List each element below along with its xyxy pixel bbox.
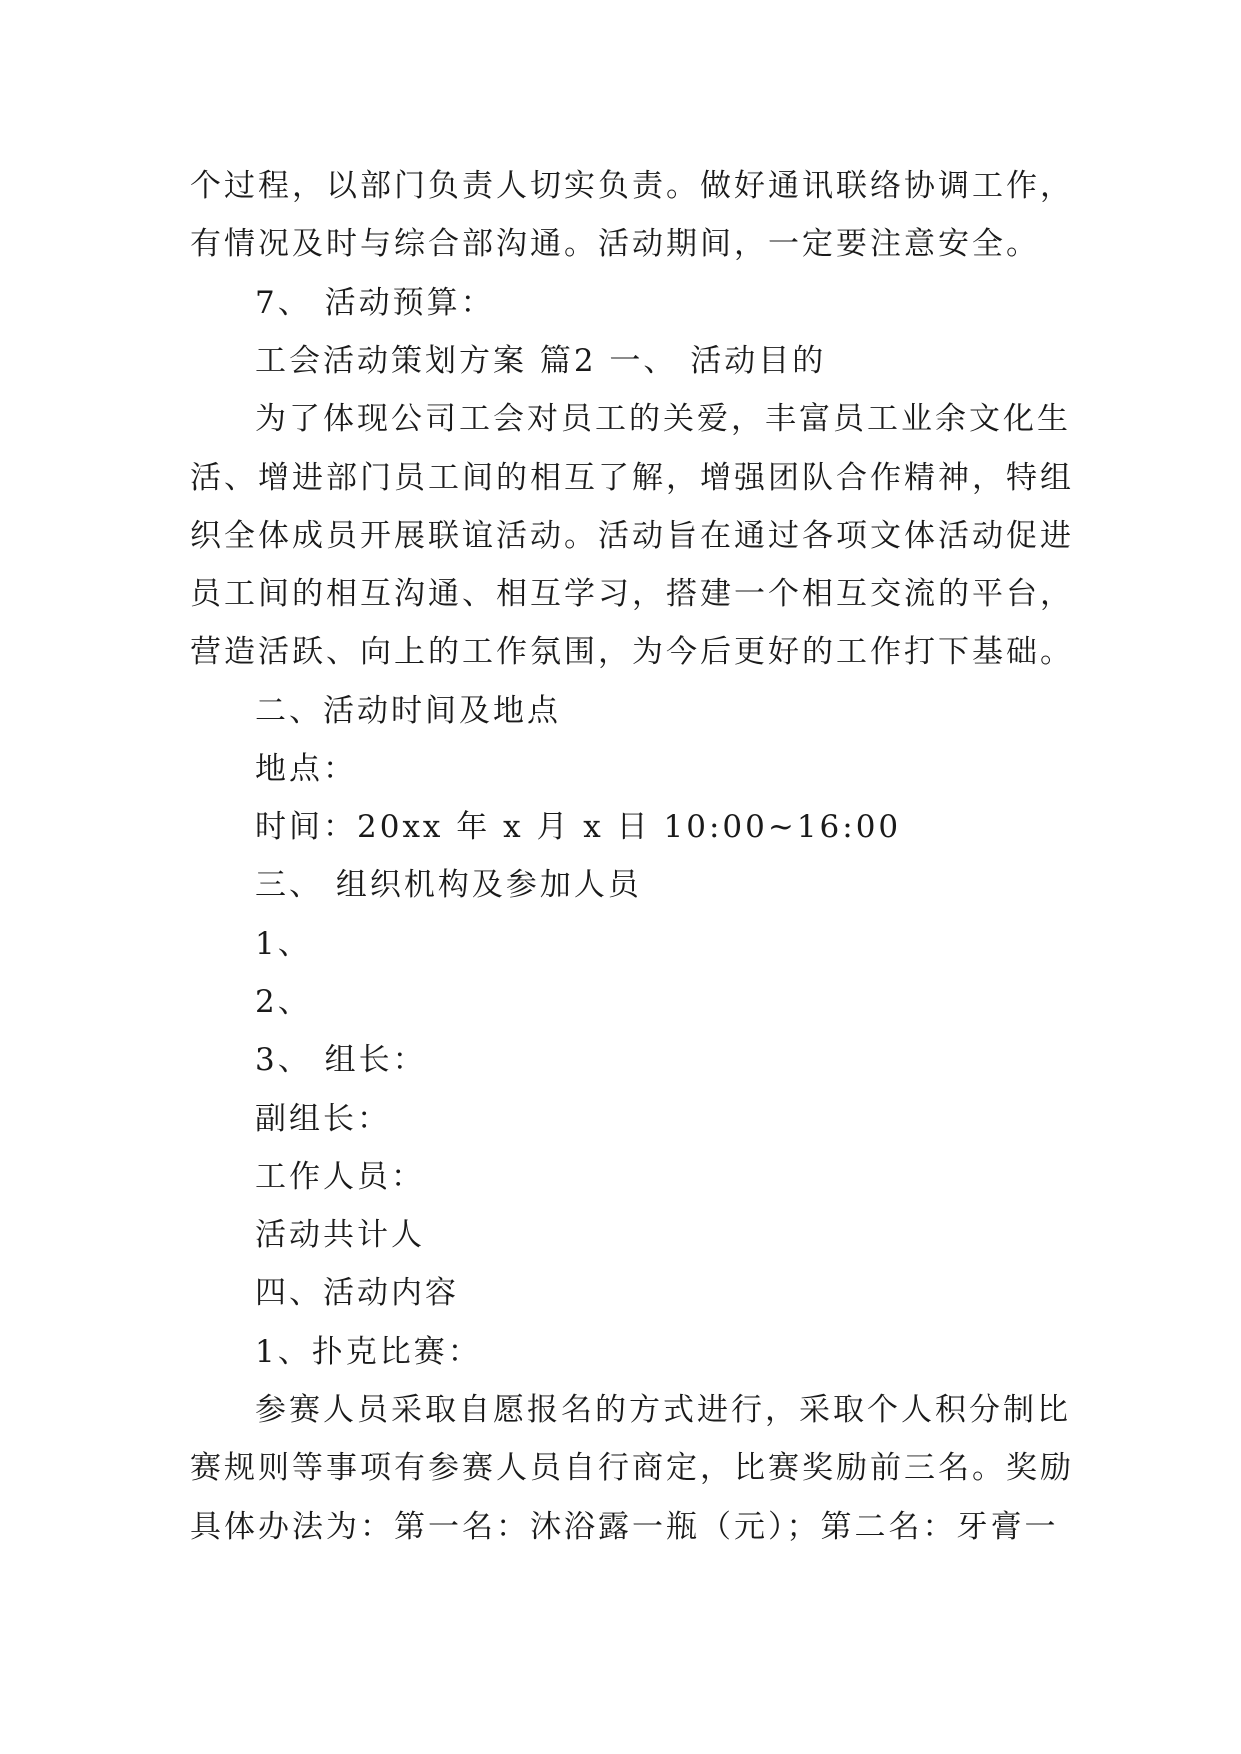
list-item: 地点： xyxy=(255,751,357,787)
paragraph-line: 为了体现公司工会对员工的关爱，丰富员工业余文化生 xyxy=(255,401,1071,437)
list-item: 1、 xyxy=(255,926,312,962)
paragraph-line: 营造活跃、向上的工作氛围，为今后更好的工作打下基础。 xyxy=(190,634,1074,670)
list-item: 活动共计人 xyxy=(255,1217,425,1253)
list-item: 1、扑克比赛： xyxy=(255,1334,482,1370)
section-heading: 二、活动时间及地点 xyxy=(255,693,561,729)
paragraph-line: 织全体成员开展联谊活动。活动旨在通过各项文体活动促进 xyxy=(190,518,1074,554)
section-heading: 7、 活动预算： xyxy=(255,285,495,321)
paragraph-line: 参赛人员采取自愿报名的方式进行，采取个人积分制比 xyxy=(255,1392,1071,1428)
section-heading: 工会活动策划方案 篇2 一、 活动目的 xyxy=(255,343,827,379)
paragraph-line: 具体办法为：第一名：沐浴露一瓶（元）；第二名：牙膏一 xyxy=(190,1509,1059,1545)
paragraph-line: 个过程，以部门负责人切实负责。做好通讯联络协调工作， xyxy=(190,168,1074,204)
section-heading: 三、 组织机构及参加人员 xyxy=(255,867,642,903)
paragraph-line: 有情况及时与综合部沟通。活动期间，一定要注意安全。 xyxy=(190,226,1040,262)
paragraph-line: 员工间的相互沟通、相互学习，搭建一个相互交流的平台， xyxy=(190,576,1074,612)
list-item: 时间：20xx 年 x 月 x 日 10:00~16:00 xyxy=(255,809,902,845)
paragraph-line: 赛规则等事项有参赛人员自行商定，比赛奖励前三名。奖励 xyxy=(190,1450,1074,1486)
list-item: 工作人员： xyxy=(255,1159,425,1195)
paragraph-line: 活、增进部门员工间的相互了解，增强团队合作精神，特组 xyxy=(190,460,1074,496)
list-item: 3、 组长： xyxy=(255,1042,427,1078)
list-item: 2、 xyxy=(255,984,312,1020)
list-item: 副组长： xyxy=(255,1101,391,1137)
section-heading: 四、活动内容 xyxy=(255,1275,459,1311)
